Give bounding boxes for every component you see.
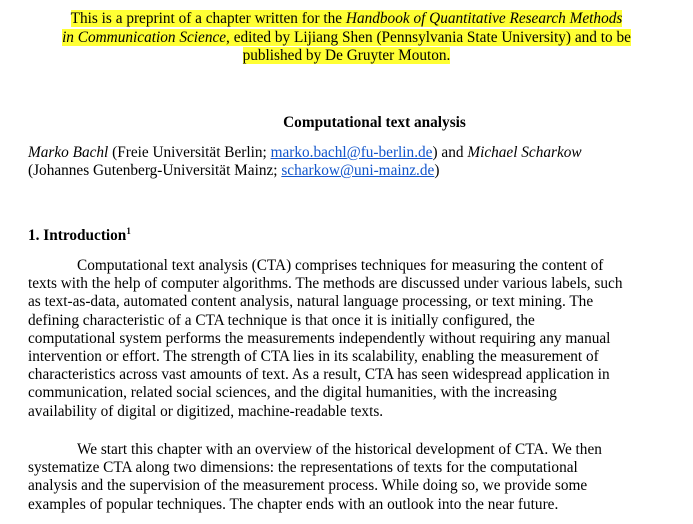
author-block <box>28 144 668 180</box>
preprint-text-start: This is a preprint of a chapter written for the <box>70 10 346 27</box>
handbook-title-part1: Handbook of Quantitative Research Methods <box>345 10 623 27</box>
author2-name: Michael Scharkow <box>467 144 582 161</box>
section-heading <box>28 227 131 245</box>
author1-email-link[interactable]: marko.bachl@fu-berlin.de <box>270 144 433 161</box>
author2-affiliation: (Johannes Gutenberg-Universität Mainz; <box>28 162 282 180</box>
author1-name: Marko Bachl <box>28 144 109 161</box>
paragraph-line: texts with the help of computer algorithms. The methods are discussed under various labels, such <box>28 275 623 293</box>
author2-email-link[interactable]: scharkow@uni-mainz.de <box>281 162 435 180</box>
preprint-highlight <box>62 10 631 64</box>
paragraph-line: systematize CTA along two dimensions: the representations of texts for the computational <box>28 459 578 477</box>
preprint-publisher-text: published by De Gruyter Mouton. <box>242 47 451 65</box>
paragraph-line: examples of popular techniques. The chapter ends with an outlook into the near future. <box>28 495 559 513</box>
paragraph-line: availability of digital or digitized, machine-readable texts. <box>28 402 384 420</box>
paragraph-line: We start this chapter with an overview of the historical development of CTA. We then <box>77 441 602 458</box>
preprint-editor-text: , edited by Lijiang Shen (Pennsylvania State University) and to be <box>226 28 631 46</box>
paragraph-line: intervention or effort. The strength of CTA lies in its scalability, enabling the measurement of <box>28 348 599 366</box>
paragraph-line: computational system performs the measurements independently without requiring any manual <box>28 329 611 347</box>
paragraph-1 <box>28 257 668 421</box>
author-connector: ) and <box>432 144 468 161</box>
preprint-note <box>28 10 665 66</box>
footnote-marker[interactable]: 1 <box>126 226 131 236</box>
section-heading-text: 1. Introduction <box>28 227 127 244</box>
paragraph-line: analysis and the supervision of the measurement process. While doing so, we provide some <box>28 477 588 495</box>
author1-affiliation: (Freie Universität Berlin; <box>108 144 271 161</box>
paragraph-line: Computational text analysis (CTA) comprises techniques for measuring the content of <box>77 257 604 274</box>
author2-close: ) <box>434 162 440 180</box>
paragraph-line: as text-as-data, automated content analysis, natural language processing, or text mining. The <box>28 293 594 311</box>
chapter-title: Computational text analysis <box>283 114 466 131</box>
paragraph-2 <box>28 441 668 514</box>
paragraph-line: characteristics across vast amounts of text. As a result, CTA has seen widespread application in <box>28 366 610 384</box>
paragraph-line: defining characteristic of a CTA technique is that once it is initially configured, the <box>28 311 535 329</box>
paragraph-line: communication, related social sciences, and the digital humanities, with the increasing <box>28 384 557 402</box>
handbook-title-part2: in Communication Science <box>62 28 227 46</box>
